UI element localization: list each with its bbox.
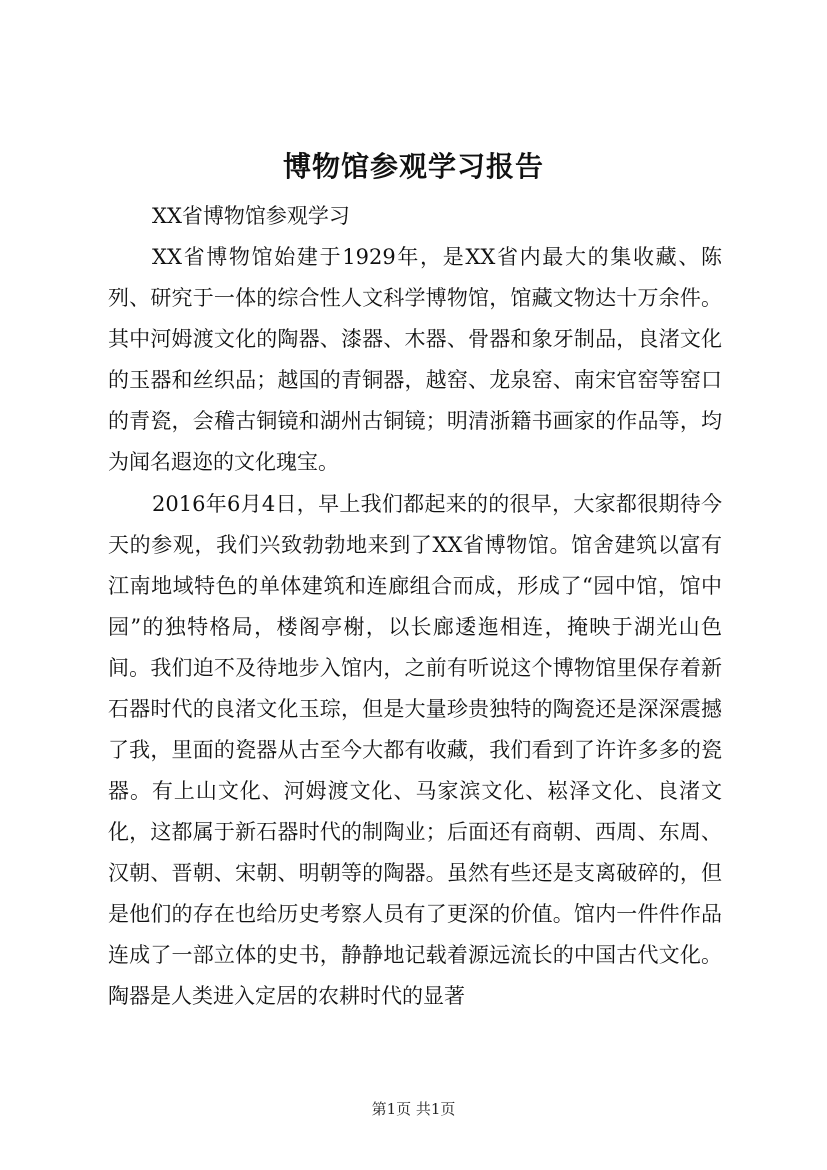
document-subtitle: XX省博物馆参观学习 bbox=[152, 204, 350, 228]
page-title: 博物馆参观学习报告 bbox=[282, 150, 544, 183]
paragraph-museum-intro: XX省博物馆始建于1929年，是XX省内最大的集收藏、陈列、研究于一体的综合性人文科学博物馆，馆藏文物达十万余件。其中河姆渡文化的陶器、漆器、木器、骨器和象牙制品，良渚文化的玉器和丝织品；越国的青铜器，越窑、龙泉窑、南宋官窑等窑口的青瓷，会稽古铜镜和湖州古铜镜；明清浙籍书画家的作品等，均为闻名遐迩的文化瑰宝。 bbox=[108, 245, 722, 474]
page-number-footer: 第1页 共1页 bbox=[371, 1100, 456, 1118]
paragraph-visit-account: 2016年6月4日，早上我们都起来的的很早，大家都很期待今天的参观，我们兴致勃勃地来到了XX省博物馆。馆舍建筑以富有江南地域特色的单体建筑和连廊组合而成，形成了“园中馆，馆中园”的独特格局，楼阁亭榭，以长廊逶迤相连，掩映于湖光山色间。我们迫不及待地步入馆内，之前有听说这个博物馆里保存着新石器时代的良渚文化玉琮，但是大量珍贵独特的陶瓷还是深深震撼了我，里面的瓷器从古至今大都有收藏，我们看到了许许多多的瓷器。有上山文化、河姆渡文化、马家滨文化、崧泽文化、良渚文化，这都属于新石器时代的制陶业；后面还有商朝、西周、东周、汉朝、晋朝、宋朝、明朝等的陶器。虽然有些还是支离破碎的，但是他们的存在也给历史考察人员有了更深的价值。馆内一件件作品连成了一部立体的史书，静静地记载着源远流长的中国古代文化。陶器是人类进入定居的农耕时代的显著 bbox=[108, 492, 722, 1008]
document-body bbox=[108, 196, 722, 1017]
